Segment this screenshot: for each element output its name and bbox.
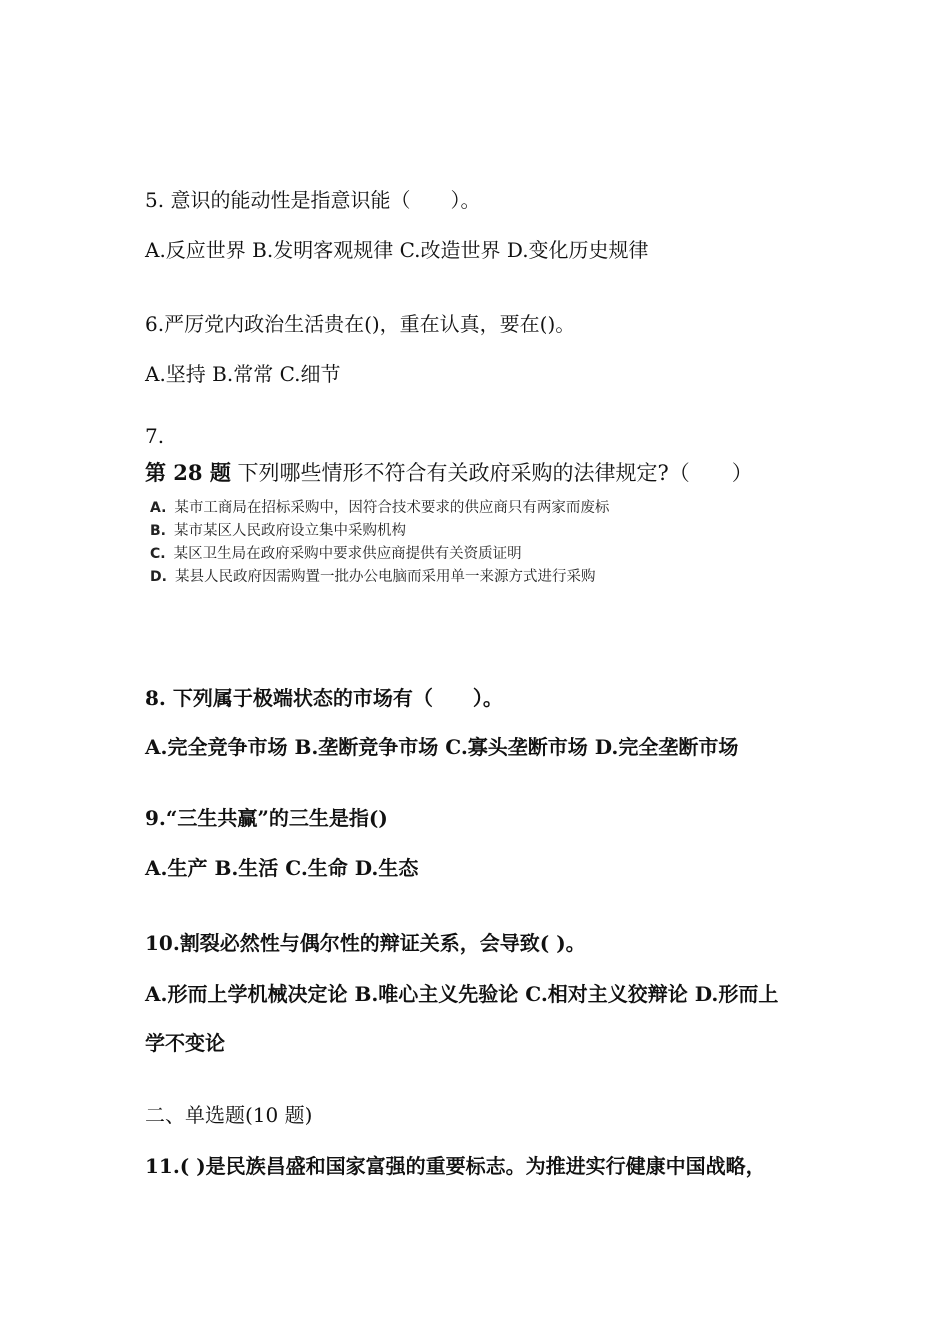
question-5-options: A.反应世界 B.发明客观规律 C.改造世界 D.变化历史规律 — [145, 238, 649, 262]
question-7-number: 7. — [145, 424, 165, 448]
question-9-text: 9.“三生共赢”的三生是指() — [145, 806, 388, 830]
question-6-options: A.坚持 B.常常 C.细节 — [145, 362, 341, 386]
question-7-option-b — [150, 521, 406, 541]
option-text: 某市工商局在招标采购中，因符合技术要求的供应商只有两家而废标 — [174, 500, 610, 516]
question-7-option-a — [150, 498, 609, 518]
question-8-options: A.完全竞争市场 B.垄断竞争市场 C.寡头垄断市场 D.完全垄断市场 — [145, 735, 739, 759]
question-7-heading-label: 第 28 题 — [145, 460, 231, 485]
option-text: 某县人民政府因需购置一批办公电脑而采用单一来源方式进行采购 — [174, 569, 596, 585]
option-letter: B. — [150, 523, 166, 539]
question-10-options-line-1: A.形而上学机械决定论 B.唯心主义先验论 C.相对主义狡辩论 D.形而上 — [145, 982, 779, 1006]
question-5-text: 5. 意识的能动性是指意识能（ ）。 — [145, 188, 481, 212]
question-7-option-d — [150, 567, 595, 587]
question-9-options: A.生产 B.生活 C.生命 D.生态 — [145, 856, 419, 880]
question-11-text: 11.( )是民族昌盛和国家富强的重要标志。为推进实行健康中国战略， — [145, 1154, 766, 1178]
option-letter: C. — [150, 546, 166, 562]
question-6-text: 6.严厉党内政治生活贵在()，重在认真，要在()。 — [145, 312, 576, 336]
option-letter: D. — [150, 569, 167, 585]
option-letter: A. — [150, 500, 167, 516]
option-text: 某市某区人民政府设立集中采购机构 — [174, 523, 406, 539]
section-2-title: 二、单选题(10 题) — [145, 1103, 313, 1127]
question-7-heading — [145, 459, 753, 487]
question-10-text: 10.割裂必然性与偶尔性的辩证关系，会导致( )。 — [145, 931, 586, 955]
option-text: 某区卫生局在政府采购中要求供应商提供有关资质证明 — [173, 546, 522, 562]
question-10-options-line-2: 学不变论 — [145, 1031, 225, 1055]
question-7-heading-text: 下列哪些情形不符合有关政府采购的法律规定?（ ） — [230, 461, 753, 485]
question-7-option-c — [150, 544, 522, 564]
question-8-text: 8. 下列属于极端状态的市场有（ ）。 — [145, 686, 503, 710]
